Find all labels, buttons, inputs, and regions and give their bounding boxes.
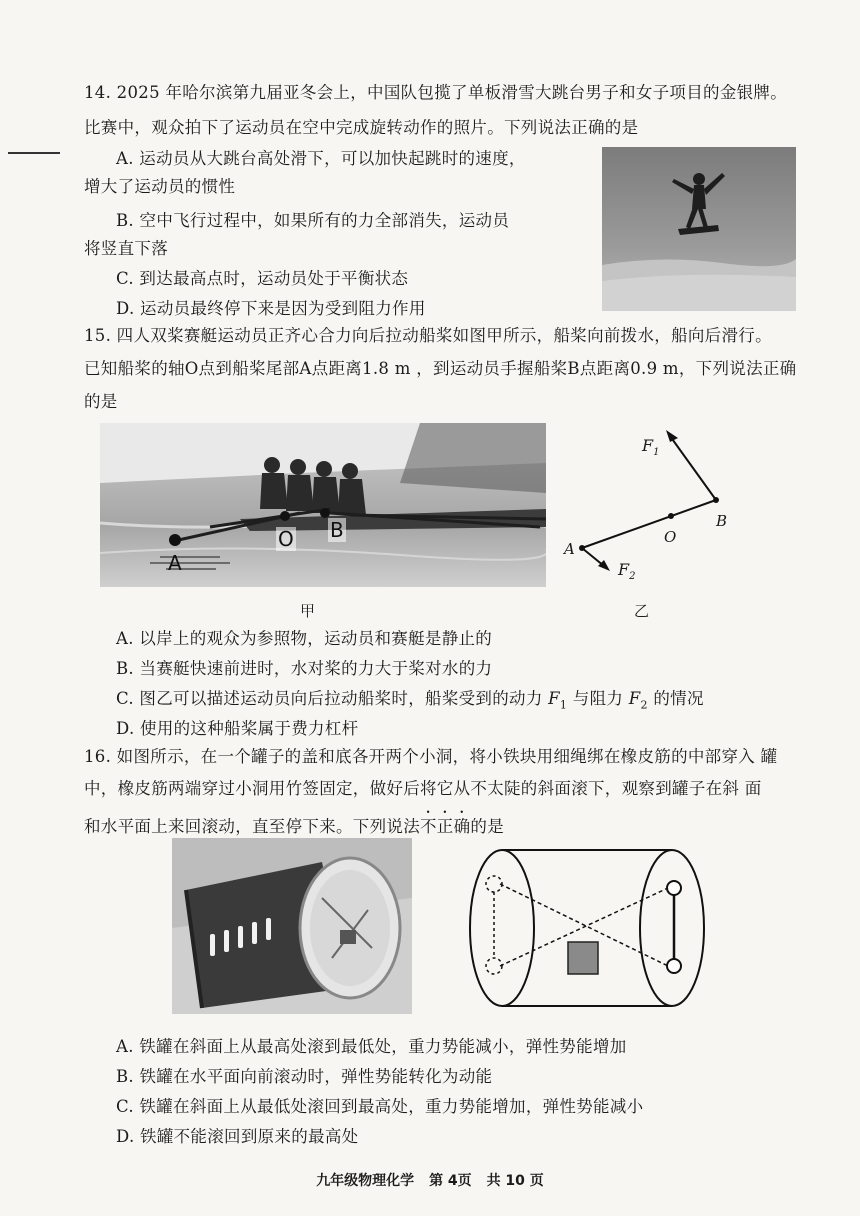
q14-option-c: C. 到达最高点时，运动员处于平衡状态 (116, 269, 409, 288)
q14-option-a-line1: A. 运动员从大跳台高处滑下，可以加快起跳时的速度， (116, 149, 526, 168)
margin-mark (8, 152, 60, 154)
diagram-label-f2: $F_2$ (618, 560, 636, 583)
snowboarder-photo (602, 147, 796, 311)
footer-page: 第 4页 (429, 1173, 472, 1189)
footer-total: 共 10 页 (486, 1173, 544, 1189)
q14-stem-line2: 比赛中，观众拍下了运动员在空中完成旋转动作的照片。下列说法正确的是 (84, 118, 639, 137)
q16-option-a: A. 铁罐在斜面上从最高处滚到最低处，重力势能减小，弹性势能增加 (116, 1037, 627, 1056)
diagram-label-b: B (716, 512, 728, 530)
emphasis-not-correct: 不正确 (420, 817, 471, 836)
photo-label-b: B (330, 518, 344, 542)
q15-option-a: A. 以岸上的观众为参照物，运动员和赛艇是静止的 (116, 629, 493, 648)
q14-option-d: D. 运动员最终停下来是因为受到阻力作用 (116, 299, 426, 318)
q15-option-c: C. 图乙可以描述运动员向后拉动船桨时，船桨受到的动力 $F_1$ 与阻力 $F_2$ 的情况 (116, 689, 704, 712)
caption-jia: 甲 (300, 602, 316, 620)
q16-option-d: D. 铁罐不能滚回到原来的最高处 (116, 1127, 359, 1146)
q14-stem-line1: 14. 2025 年哈尔滨第九届亚冬会上，中国队包揽了单板滑雪大跳台男子和女子项目的金银牌。 (84, 83, 788, 102)
can-diagram (460, 838, 710, 1018)
q15-stem-line1: 15. 四人双桨赛艇运动员正齐心合力向后拉动船桨如图甲所示，船桨向前拨水，船向后滑行。 (84, 326, 772, 345)
diagram-label-a: A (564, 540, 575, 558)
q15-option-b: B. 当赛艇快速前进时，水对桨的力大于桨对水的力 (116, 659, 493, 678)
q15-stem-line2: 已知船桨的轴O点到船桨尾部A点距离1.8 m ，到运动员手握船桨B点距离0.9 m，下列说法正确 (84, 359, 797, 378)
can-photo (172, 838, 412, 1014)
photo-label-a: A (168, 551, 182, 575)
q16-stem-line2: 中，橡皮筋两端穿过小洞用竹签固定，做好后将它从不太陡的斜面滚下，观察到罐子在斜 面 (84, 779, 762, 798)
diagram-label-f1: $F_1$ (642, 436, 660, 459)
q14-option-a-line2: 增大了运动员的惯性 (84, 177, 236, 196)
q16-stem-line1: 16. 如图所示，在一个罐子的盖和底各开两个小洞，将小铁块用细绳绑在橡皮筋的中部穿入 罐 (84, 747, 778, 766)
q14-option-b-line1: B. 空中飞行过程中，如果所有的力全部消失，运动员 (116, 211, 510, 230)
q15-stem-line3: 的是 (84, 392, 118, 411)
q16-stem-line3: 和水平面上来回滚动，直至停下来。下列说法不正确的是 (84, 817, 505, 836)
q16-option-c: C. 铁罐在斜面上从最低处滚回到最高处，重力势能增加，弹性势能减小 (116, 1097, 644, 1116)
caption-yi: 乙 (634, 602, 650, 620)
photo-label-o: O (278, 527, 294, 551)
page-footer (0, 1170, 860, 1190)
q14-option-b-line2: 将竖直下落 (84, 239, 168, 258)
footer-subject: 九年级物理化学 (316, 1173, 415, 1189)
q15-option-d: D. 使用的这种船桨属于费力杠杆 (116, 719, 359, 738)
rowing-photo (100, 423, 546, 587)
q16-option-b: B. 铁罐在水平面向前滚动时，弹性势能转化为动能 (116, 1067, 493, 1086)
diagram-label-o: O (664, 528, 677, 546)
lever-diagram (560, 420, 750, 592)
